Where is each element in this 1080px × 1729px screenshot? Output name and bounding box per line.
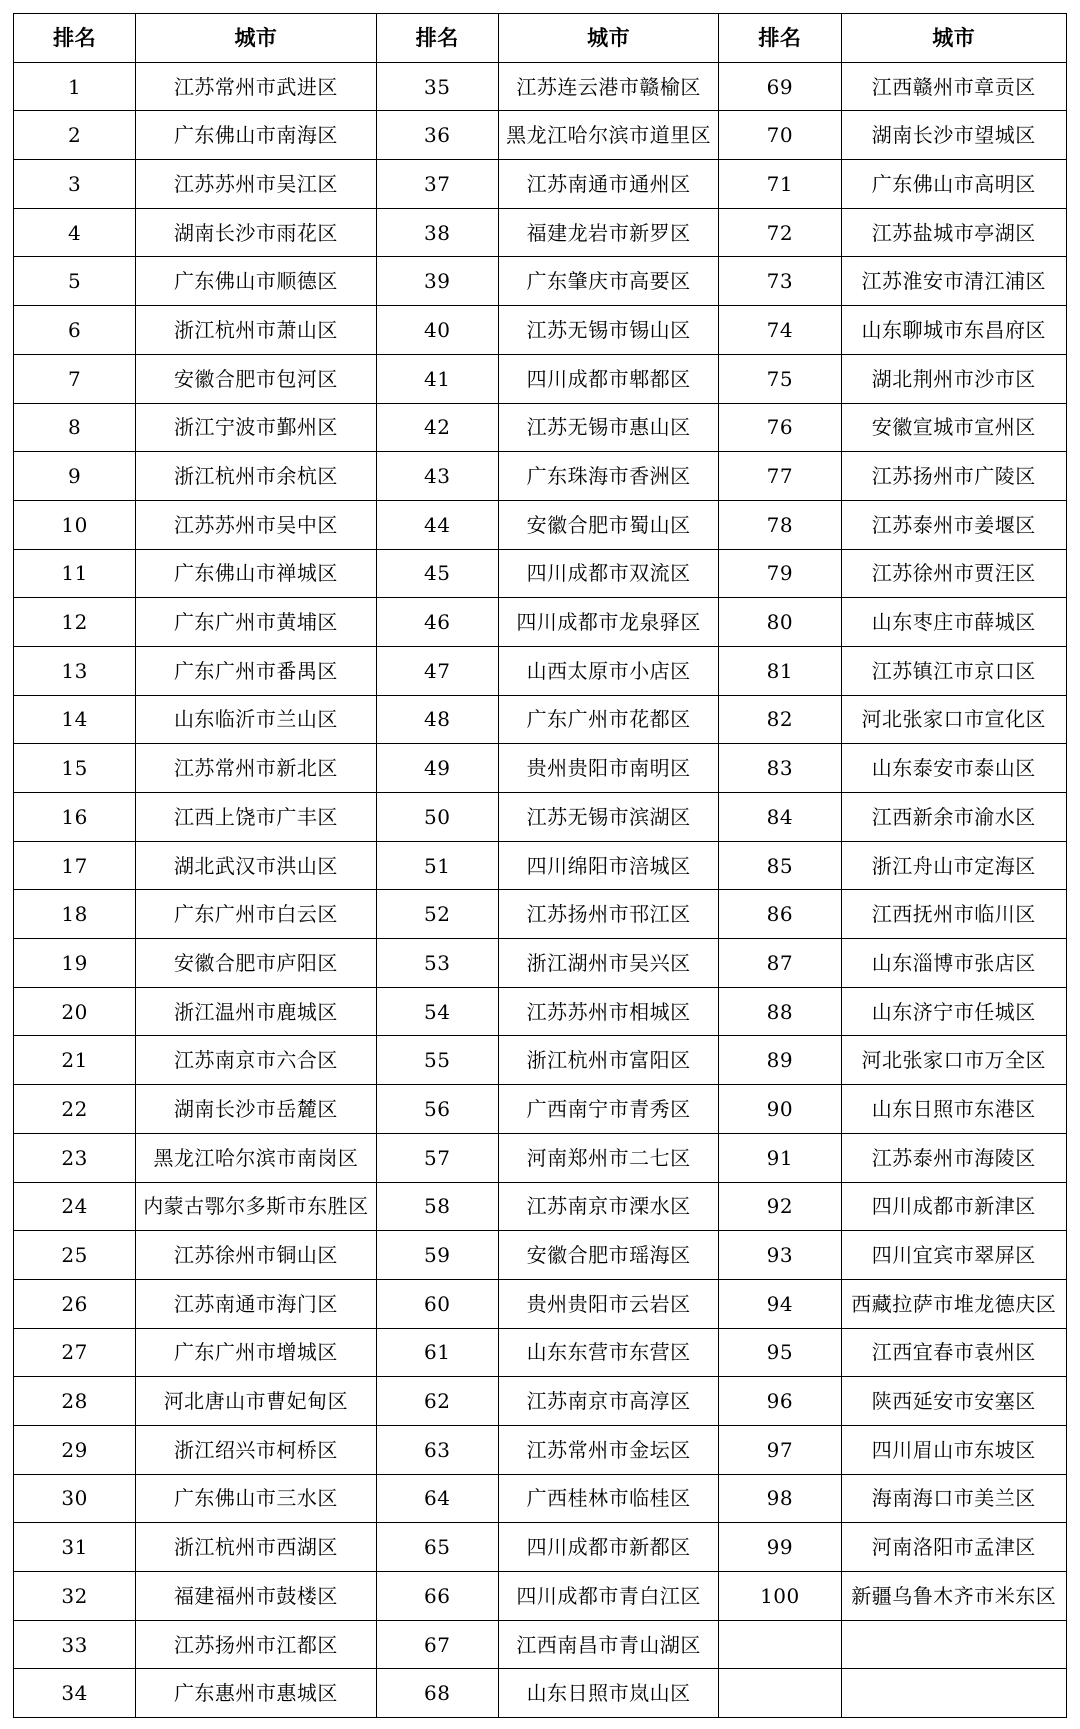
city-cell: 江苏无锡市锡山区 [498,306,718,355]
city-cell: 浙江杭州市富阳区 [498,1036,718,1085]
city-cell: 安徽宣城市宣州区 [841,403,1066,452]
rank-cell: 44 [376,500,498,549]
rank-cell: 21 [14,1036,136,1085]
rank-cell: 45 [376,549,498,598]
rank-cell: 79 [719,549,841,598]
rank-cell: 4 [14,208,136,257]
city-header: 城市 [498,14,718,63]
city-cell: 浙江宁波市鄞州区 [136,403,376,452]
rank-cell: 39 [376,257,498,306]
city-cell: 四川成都市新都区 [498,1523,718,1572]
rank-cell: 96 [719,1377,841,1426]
rank-cell: 82 [719,695,841,744]
city-cell: 河北张家口市宣化区 [841,695,1066,744]
rank-cell: 54 [376,987,498,1036]
rank-cell: 14 [14,695,136,744]
table-row [14,1572,1067,1621]
city-cell: 浙江杭州市萧山区 [136,306,376,355]
rank-cell: 88 [719,987,841,1036]
rank-cell: 49 [376,744,498,793]
city-cell: 江苏苏州市相城区 [498,987,718,1036]
rank-cell: 24 [14,1182,136,1231]
table-header-row [14,14,1067,63]
rank-cell: 98 [719,1474,841,1523]
rank-cell: 73 [719,257,841,306]
table-row [14,160,1067,209]
city-cell: 江苏苏州市吴江区 [136,160,376,209]
rank-cell: 67 [376,1620,498,1669]
city-cell: 江苏常州市武进区 [136,62,376,111]
table-row [14,598,1067,647]
rank-cell: 26 [14,1279,136,1328]
city-cell: 江苏南京市高淳区 [498,1377,718,1426]
city-cell: 广东佛山市高明区 [841,160,1066,209]
city-cell: 山东淄博市张店区 [841,939,1066,988]
city-cell: 安徽合肥市庐阳区 [136,939,376,988]
rank-cell: 18 [14,890,136,939]
city-cell: 江西上饶市广丰区 [136,793,376,842]
city-cell: 江苏无锡市滨湖区 [498,793,718,842]
city-cell: 江苏南京市溧水区 [498,1182,718,1231]
city-cell: 广东肇庆市高要区 [498,257,718,306]
table-row [14,452,1067,501]
city-cell: 安徽合肥市蜀山区 [498,500,718,549]
city-cell: 江苏苏州市吴中区 [136,500,376,549]
rank-cell: 66 [376,1572,498,1621]
rank-cell: 1 [14,62,136,111]
rank-cell: 61 [376,1328,498,1377]
rank-cell: 28 [14,1377,136,1426]
rank-cell: 29 [14,1425,136,1474]
rank-cell: 34 [14,1669,136,1718]
rank-cell: 12 [14,598,136,647]
city-cell: 福建龙岩市新罗区 [498,208,718,257]
city-cell: 安徽合肥市瑶海区 [498,1231,718,1280]
ranking-table [13,13,1067,1718]
city-cell: 贵州贵阳市南明区 [498,744,718,793]
city-cell: 广东广州市白云区 [136,890,376,939]
rank-cell: 90 [719,1085,841,1134]
city-cell: 四川绵阳市涪城区 [498,841,718,890]
rank-cell: 55 [376,1036,498,1085]
city-cell: 安徽合肥市包河区 [136,354,376,403]
city-cell: 江苏无锡市惠山区 [498,403,718,452]
rank-cell: 57 [376,1133,498,1182]
city-cell: 山东聊城市东昌府区 [841,306,1066,355]
rank-cell [719,1669,841,1718]
rank-cell: 15 [14,744,136,793]
city-cell: 河北唐山市曹妃甸区 [136,1377,376,1426]
table-row [14,1523,1067,1572]
rank-cell: 86 [719,890,841,939]
rank-cell: 78 [719,500,841,549]
rank-cell: 80 [719,598,841,647]
table-row [14,646,1067,695]
city-cell: 新疆乌鲁木齐市米东区 [841,1572,1066,1621]
table-row [14,62,1067,111]
rank-cell: 2 [14,111,136,160]
table-row [14,500,1067,549]
rank-cell: 99 [719,1523,841,1572]
rank-cell: 68 [376,1669,498,1718]
city-cell: 江苏南京市六合区 [136,1036,376,1085]
rank-cell: 5 [14,257,136,306]
rank-cell: 58 [376,1182,498,1231]
city-cell: 江苏盐城市亭湖区 [841,208,1066,257]
city-cell: 四川成都市郫都区 [498,354,718,403]
city-cell: 广东佛山市顺德区 [136,257,376,306]
city-cell: 湖北荆州市沙市区 [841,354,1066,403]
table-row [14,939,1067,988]
city-cell: 山西太原市小店区 [498,646,718,695]
rank-cell: 40 [376,306,498,355]
city-cell: 广西南宁市青秀区 [498,1085,718,1134]
city-cell: 江苏扬州市邗江区 [498,890,718,939]
rank-cell: 92 [719,1182,841,1231]
table-row [14,987,1067,1036]
rank-cell: 64 [376,1474,498,1523]
city-cell: 山东日照市东港区 [841,1085,1066,1134]
table-row [14,354,1067,403]
table-row [14,1085,1067,1134]
city-cell: 广东广州市增城区 [136,1328,376,1377]
city-cell: 江苏南通市通州区 [498,160,718,209]
rank-cell: 20 [14,987,136,1036]
city-cell: 浙江绍兴市柯桥区 [136,1425,376,1474]
rank-cell: 91 [719,1133,841,1182]
city-cell: 山东临沂市兰山区 [136,695,376,744]
rank-cell: 27 [14,1328,136,1377]
city-header: 城市 [136,14,376,63]
city-cell: 广西桂林市临桂区 [498,1474,718,1523]
city-cell: 广东佛山市禅城区 [136,549,376,598]
city-cell: 江西新余市渝水区 [841,793,1066,842]
rank-cell: 7 [14,354,136,403]
city-cell: 山东枣庄市薛城区 [841,598,1066,647]
city-cell: 福建福州市鼓楼区 [136,1572,376,1621]
city-cell: 山东东营市东营区 [498,1328,718,1377]
rank-cell: 52 [376,890,498,939]
table-row [14,306,1067,355]
rank-cell: 65 [376,1523,498,1572]
rank-cell: 53 [376,939,498,988]
rank-cell: 94 [719,1279,841,1328]
rank-cell: 48 [376,695,498,744]
table-row [14,1182,1067,1231]
rank-cell: 75 [719,354,841,403]
city-cell: 江西南昌市青山湖区 [498,1620,718,1669]
rank-cell: 60 [376,1279,498,1328]
city-cell: 江西赣州市章贡区 [841,62,1066,111]
city-cell: 湖南长沙市雨花区 [136,208,376,257]
rank-cell: 56 [376,1085,498,1134]
rank-cell: 23 [14,1133,136,1182]
table-row [14,111,1067,160]
city-cell: 广东广州市黄埔区 [136,598,376,647]
rank-cell: 19 [14,939,136,988]
table-row [14,1669,1067,1718]
table-row [14,1377,1067,1426]
table-row [14,403,1067,452]
rank-cell: 51 [376,841,498,890]
table-row [14,1231,1067,1280]
rank-header: 排名 [14,14,136,63]
rank-cell: 87 [719,939,841,988]
rank-cell [719,1620,841,1669]
city-cell: 浙江杭州市西湖区 [136,1523,376,1572]
table-row [14,1279,1067,1328]
city-cell: 山东泰安市泰山区 [841,744,1066,793]
rank-cell: 85 [719,841,841,890]
rank-cell: 6 [14,306,136,355]
rank-cell: 69 [719,62,841,111]
city-cell: 陕西延安市安塞区 [841,1377,1066,1426]
rank-cell: 32 [14,1572,136,1621]
city-cell: 江苏南通市海门区 [136,1279,376,1328]
table-row [14,1133,1067,1182]
rank-cell: 33 [14,1620,136,1669]
city-cell: 黑龙江哈尔滨市道里区 [498,111,718,160]
rank-cell: 84 [719,793,841,842]
rank-cell: 81 [719,646,841,695]
rank-cell: 13 [14,646,136,695]
city-cell: 河北张家口市万全区 [841,1036,1066,1085]
rank-header: 排名 [376,14,498,63]
city-cell: 广东广州市番禺区 [136,646,376,695]
city-cell: 广东惠州市惠城区 [136,1669,376,1718]
city-cell: 浙江湖州市吴兴区 [498,939,718,988]
city-cell: 江苏镇江市京口区 [841,646,1066,695]
city-cell: 黑龙江哈尔滨市南岗区 [136,1133,376,1182]
city-cell: 江苏淮安市清江浦区 [841,257,1066,306]
city-cell: 四川宜宾市翠屏区 [841,1231,1066,1280]
rank-cell: 36 [376,111,498,160]
rank-cell: 50 [376,793,498,842]
rank-cell: 83 [719,744,841,793]
city-cell: 四川眉山市东坡区 [841,1425,1066,1474]
city-cell: 湖南长沙市岳麓区 [136,1085,376,1134]
city-cell: 山东日照市岚山区 [498,1669,718,1718]
rank-cell: 31 [14,1523,136,1572]
city-cell: 江西抚州市临川区 [841,890,1066,939]
city-cell: 河南郑州市二七区 [498,1133,718,1182]
city-cell: 江苏扬州市江都区 [136,1620,376,1669]
table-row [14,1036,1067,1085]
city-cell: 广东广州市花都区 [498,695,718,744]
city-cell: 西藏拉萨市堆龙德庆区 [841,1279,1066,1328]
table-row [14,208,1067,257]
rank-cell: 100 [719,1572,841,1621]
table-row [14,744,1067,793]
city-cell: 江苏连云港市赣榆区 [498,62,718,111]
city-cell: 江苏徐州市贾汪区 [841,549,1066,598]
city-cell: 江苏常州市新北区 [136,744,376,793]
table-row [14,695,1067,744]
table-row [14,1620,1067,1669]
rank-cell: 47 [376,646,498,695]
table-row [14,549,1067,598]
table-row [14,257,1067,306]
city-cell: 贵州贵阳市云岩区 [498,1279,718,1328]
rank-cell: 38 [376,208,498,257]
city-cell: 河南洛阳市孟津区 [841,1523,1066,1572]
rank-cell: 93 [719,1231,841,1280]
city-cell: 浙江杭州市余杭区 [136,452,376,501]
rank-cell: 17 [14,841,136,890]
rank-cell: 77 [719,452,841,501]
city-cell [841,1620,1066,1669]
rank-cell: 30 [14,1474,136,1523]
rank-cell: 35 [376,62,498,111]
rank-cell: 71 [719,160,841,209]
city-cell: 广东佛山市南海区 [136,111,376,160]
city-cell: 浙江舟山市定海区 [841,841,1066,890]
rank-cell: 95 [719,1328,841,1377]
rank-cell: 8 [14,403,136,452]
city-header: 城市 [841,14,1066,63]
city-cell: 江苏徐州市铜山区 [136,1231,376,1280]
table-body [14,62,1067,1717]
city-cell: 江苏常州市金坛区 [498,1425,718,1474]
city-cell: 浙江温州市鹿城区 [136,987,376,1036]
rank-cell: 46 [376,598,498,647]
rank-cell: 72 [719,208,841,257]
rank-cell: 43 [376,452,498,501]
city-cell: 四川成都市青白江区 [498,1572,718,1621]
city-cell: 江苏扬州市广陵区 [841,452,1066,501]
ranking-document [13,13,1067,1718]
city-cell: 广东佛山市三水区 [136,1474,376,1523]
city-cell: 山东济宁市任城区 [841,987,1066,1036]
city-cell: 江苏泰州市海陵区 [841,1133,1066,1182]
rank-cell: 10 [14,500,136,549]
rank-cell: 3 [14,160,136,209]
rank-cell: 22 [14,1085,136,1134]
rank-cell: 70 [719,111,841,160]
city-cell: 四川成都市龙泉驿区 [498,598,718,647]
city-cell: 四川成都市双流区 [498,549,718,598]
city-cell: 湖北武汉市洪山区 [136,841,376,890]
table-row [14,793,1067,842]
rank-cell: 37 [376,160,498,209]
rank-cell: 62 [376,1377,498,1426]
rank-cell: 76 [719,403,841,452]
rank-cell: 16 [14,793,136,842]
city-cell: 江西宜春市袁州区 [841,1328,1066,1377]
rank-cell: 89 [719,1036,841,1085]
rank-cell: 97 [719,1425,841,1474]
table-row [14,1425,1067,1474]
city-cell: 广东珠海市香洲区 [498,452,718,501]
rank-cell: 42 [376,403,498,452]
rank-header: 排名 [719,14,841,63]
table-row [14,1328,1067,1377]
rank-cell: 9 [14,452,136,501]
table-row [14,841,1067,890]
city-cell: 江苏泰州市姜堰区 [841,500,1066,549]
rank-cell: 74 [719,306,841,355]
table-row [14,1474,1067,1523]
city-cell [841,1669,1066,1718]
city-cell: 湖南长沙市望城区 [841,111,1066,160]
table-row [14,890,1067,939]
rank-cell: 11 [14,549,136,598]
city-cell: 内蒙古鄂尔多斯市东胜区 [136,1182,376,1231]
rank-cell: 41 [376,354,498,403]
rank-cell: 25 [14,1231,136,1280]
city-cell: 四川成都市新津区 [841,1182,1066,1231]
city-cell: 海南海口市美兰区 [841,1474,1066,1523]
rank-cell: 59 [376,1231,498,1280]
rank-cell: 63 [376,1425,498,1474]
